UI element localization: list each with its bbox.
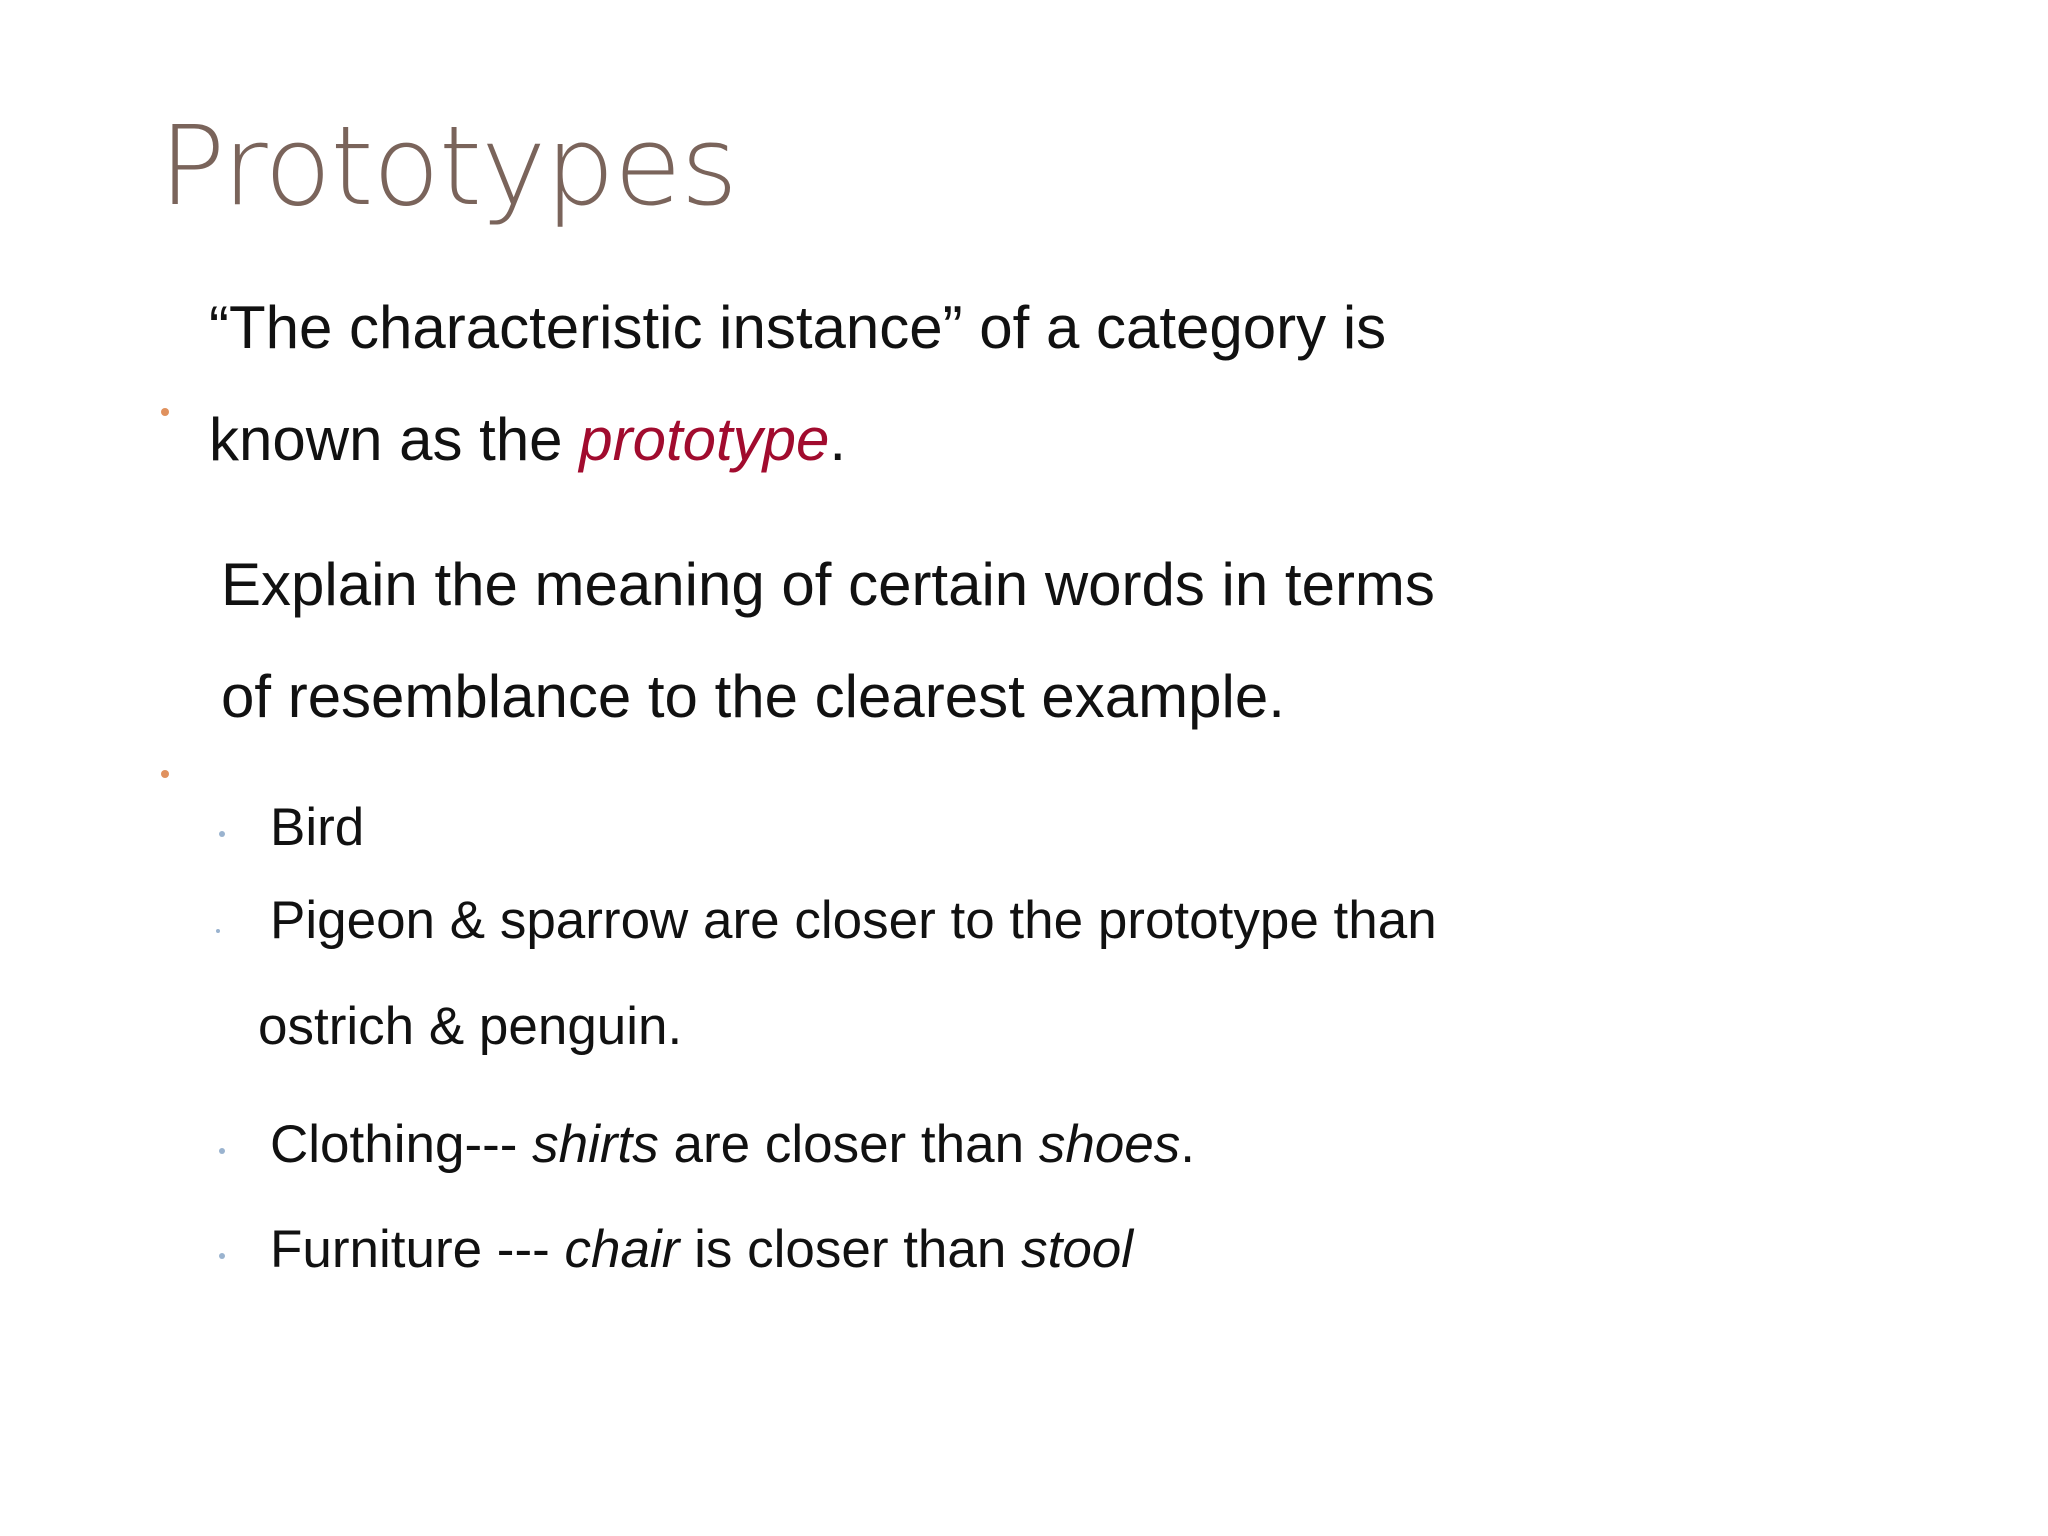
para1-line2-pre: known as the <box>209 406 580 473</box>
furniture-mid: is closer than <box>679 1220 1022 1279</box>
para1-line2 <box>209 405 846 474</box>
slide-title: Prototypes <box>159 102 737 230</box>
furniture-stool: stool <box>1021 1220 1134 1279</box>
bullet-dot-icon <box>161 770 169 778</box>
bullet-bird: Bird <box>270 798 365 857</box>
prototype-term: prototype <box>579 406 830 473</box>
bullet-pigeon-line2: ostrich & penguin. <box>258 997 683 1056</box>
furniture-chair: chair <box>564 1220 680 1279</box>
clothing-post: . <box>1180 1115 1195 1174</box>
clothing-shoes: shoes <box>1038 1115 1181 1174</box>
para2-line1: Explain the meaning of certain words in terms <box>221 551 1435 618</box>
sub-bullet-icon <box>219 831 225 837</box>
clothing-shirts: shirts <box>532 1115 659 1174</box>
para2-line2: of resemblance to the clearest example. <box>221 663 1285 730</box>
bullet-clothing <box>270 1115 1195 1176</box>
clothing-mid: are closer than <box>658 1115 1039 1174</box>
para1-line2-post: . <box>829 406 847 473</box>
bullet-pigeon-line1: Pigeon & sparrow are closer to the prototype than <box>270 891 1437 950</box>
bullet-furniture <box>270 1220 1133 1281</box>
sub-bullet-icon <box>219 1148 225 1154</box>
bullet-dot-icon <box>161 408 169 416</box>
sub-bullet-icon <box>216 929 220 933</box>
sub-bullet-icon <box>219 1253 225 1259</box>
furniture-pre: Furniture --- <box>270 1220 565 1279</box>
para1-line1: “The characteristic instance” of a category is <box>209 294 1387 361</box>
clothing-pre: Clothing--- <box>270 1115 533 1174</box>
